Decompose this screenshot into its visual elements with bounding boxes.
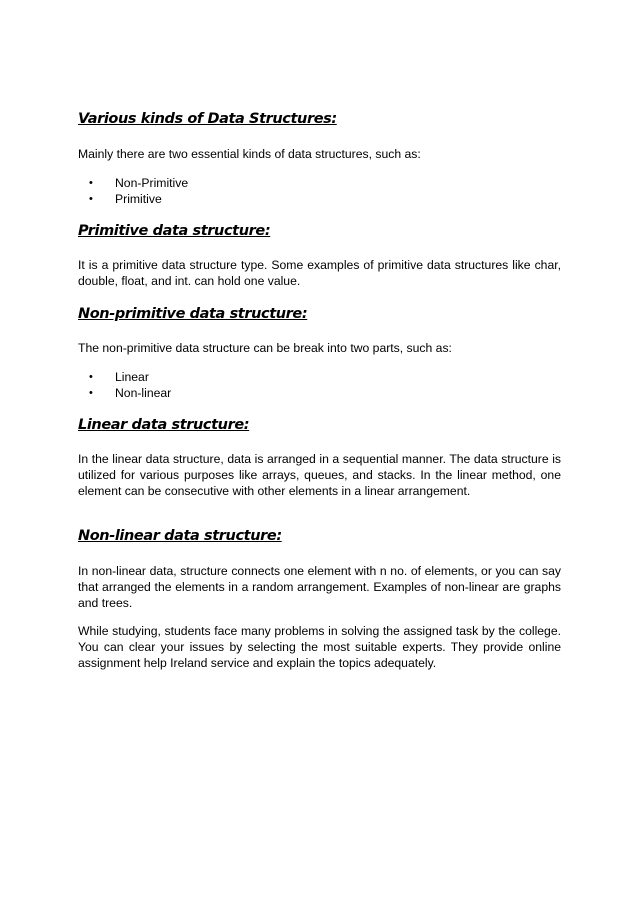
bullet-icon: • — [89, 193, 93, 205]
bullet-icon: • — [89, 371, 93, 383]
para-various-intro: Mainly there are two essential kinds of data structures, such as: — [78, 147, 421, 161]
para-primitive: It is a primitive data structure type. Some examples of primitive data structures like char, double, float, and int. can hold one value. — [78, 258, 561, 289]
bullet-icon: • — [89, 387, 93, 399]
para-non-linear: In non-linear data, structure connects one element with n no. of elements, or you can say that arranged the elements in a random arrangement. Examples of non-linear are graphs and trees. — [78, 564, 561, 611]
para-closing: While studying, students face many problems in solving the assigned task by the college. You can clear your issues by selecting the most suitable experts. They provide online assignment help Ireland service and explain the topics adequately. — [78, 624, 561, 671]
list-item: • Non-Primitive — [89, 176, 189, 190]
heading-primitive: Primitive data structure: — [78, 223, 271, 239]
bullet-list-data-structure-kinds — [78, 175, 188, 207]
heading-linear: Linear data structure: — [78, 417, 250, 433]
list-item: • Linear — [89, 370, 149, 384]
para-linear: In the linear data structure, data is arranged in a sequential manner. The data structure is utilized for various purposes like arrays, queues, and stacks. In the linear method, one element can be consecutive with other elements in a linear arrangement. — [78, 452, 561, 499]
bullet-list-non-primitive-parts — [78, 369, 171, 401]
heading-non-primitive: Non-primitive data structure: — [78, 306, 308, 322]
heading-various-kinds: Various kinds of Data Structures: — [78, 111, 337, 127]
bullet-icon: • — [89, 177, 93, 189]
list-item: • Non-linear — [89, 386, 172, 400]
heading-non-linear: Non-linear data structure: — [78, 528, 282, 544]
para-non-primitive-intro: The non-primitive data structure can be break into two parts, such as: — [78, 341, 452, 355]
list-item: • Primitive — [89, 192, 162, 206]
